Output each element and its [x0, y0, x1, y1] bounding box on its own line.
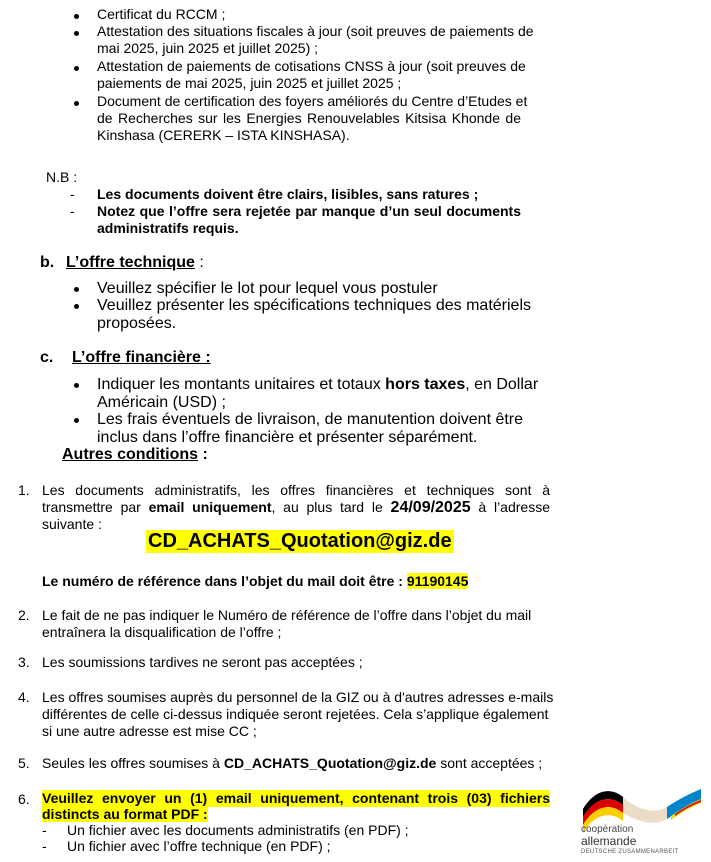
section-letter: b.	[40, 254, 55, 271]
text-highlight: distincts au format PDF :	[42, 806, 208, 822]
reference-instruction	[42, 573, 468, 590]
condition-text: entraînera la disqualification de l’offre ;	[42, 624, 282, 640]
text: Seules les offres soumises à	[42, 755, 224, 771]
text: , au plus tard le	[271, 499, 391, 515]
text: Indiquer les montants unitaires et totaux	[97, 376, 386, 393]
section-title	[62, 446, 208, 464]
list-item: Un fichier avec les documents administratifs (en PDF) ;	[67, 822, 409, 838]
nb-label: N.B :	[46, 169, 78, 185]
list-item: Les frais éventuels de livraison, de manutention doivent être	[97, 411, 524, 428]
list-item: de Recherches sur les Energies Renouvelables Kitsisa Khonde de	[97, 110, 521, 126]
list-item	[97, 376, 538, 394]
dash: -	[70, 203, 75, 219]
text: transmettre par	[42, 499, 149, 515]
list-item: Kinshasa (CERERK – ISTA KINSHASA).	[97, 127, 350, 143]
section-title	[66, 254, 204, 272]
condition-number: 6.	[18, 791, 30, 807]
list-item: Attestation de paiements de cotisations CNSS à jour (soit preuves de	[97, 58, 526, 74]
condition-number: 3.	[18, 654, 30, 670]
bullet-icon	[74, 66, 79, 71]
list-item: mai 2025, juin 2025 et juillet 2025) ;	[97, 40, 319, 56]
bullet-icon	[74, 304, 79, 309]
text: à l’adresse	[470, 499, 550, 515]
condition-text: Les soumissions tardives ne seront pas acceptées ;	[42, 654, 363, 670]
text-bold: email uniquement	[148, 499, 272, 515]
condition-text	[42, 806, 208, 823]
bullet-icon	[74, 14, 79, 19]
deadline-date: 24/09/2025	[390, 499, 471, 516]
reference-number: 91190145	[406, 573, 469, 589]
list-item: Américain (USD) ;	[97, 394, 226, 411]
list-item: inclus dans l’offre financière et présenter séparément.	[97, 429, 478, 446]
section-letter: c.	[40, 349, 54, 366]
section-title-text: L’offre technique	[66, 254, 195, 271]
nb-item: administratifs requis.	[97, 220, 239, 236]
bullet-icon	[74, 31, 79, 36]
logo-line2: allemande	[581, 834, 637, 848]
condition-text: suivante :	[42, 516, 102, 532]
section-title-colon: :	[198, 446, 208, 463]
text-bold: hors taxes	[385, 376, 466, 393]
section-title-colon: :	[194, 254, 204, 271]
condition-text	[42, 755, 542, 772]
dash: -	[42, 838, 47, 854]
section-title: L’offre financière :	[72, 349, 211, 366]
dash: -	[70, 186, 75, 202]
text: Le numéro de référence dans l’objet du mail doit être :	[42, 573, 403, 589]
condition-number: 1.	[18, 482, 30, 498]
bullet-icon	[74, 383, 79, 388]
text-bold: CD_ACHATS_Quotation@giz.de	[223, 755, 437, 771]
dash: -	[42, 822, 47, 838]
bullet-icon	[74, 287, 79, 292]
condition-number: 2.	[18, 607, 30, 623]
list-item: Attestation des situations fiscales à jour (soit preuves de paiements de	[97, 23, 534, 39]
list-item: paiements de mai 2025, juin 2025 et juillet 2025 ;	[97, 75, 402, 91]
condition-number: 5.	[18, 755, 30, 771]
list-item: Certificat du RCCM ;	[97, 6, 226, 22]
list-item: Veuillez spécifier le lot pour lequel vous postuler	[97, 280, 438, 297]
condition-text: différentes de celle ci-dessus indiquée seront rejetées. Cela s’applique également	[42, 706, 549, 722]
bullet-icon	[74, 101, 79, 106]
section-title-text: Autres conditions	[62, 446, 199, 463]
list-item: Un fichier avec l’offre technique (en PDF) ;	[67, 838, 331, 854]
condition-text: Les documents administratifs, les offres financières et techniques sont à	[42, 482, 550, 498]
bullet-icon	[74, 418, 79, 423]
nb-item: Notez que l’offre sera rejetée par manque d’un seul documents	[97, 203, 521, 219]
condition-text: Les offres soumises auprès du personnel de la GIZ ou à d'autres adresses e-mails	[42, 689, 554, 705]
logo-line3: DEUTSCHE ZUSAMMENARBEIT	[581, 849, 679, 855]
list-item: Veuillez présenter les spécifications techniques des matériels	[97, 297, 532, 314]
condition-text: Veuillez envoyer un (1) email uniquement, contenant trois (03) fichiers	[42, 790, 550, 806]
nb-item: Les documents doivent être clairs, lisibles, sans ratures ;	[97, 186, 479, 202]
text: , en Dollar	[465, 376, 539, 393]
condition-number: 4.	[18, 689, 30, 705]
condition-text	[42, 499, 550, 516]
cooperation-allemande-logo	[567, 779, 711, 859]
list-item: proposées.	[97, 315, 177, 332]
text: sont acceptées ;	[436, 755, 543, 771]
list-item: Document de certification des foyers améliorés du Centre d’Etudes et	[97, 93, 528, 109]
condition-text: Le fait de ne pas indiquer le Numéro de référence de l’offre dans l’objet du mail	[42, 607, 532, 623]
email-address: CD_ACHATS_Quotation@giz.de	[148, 530, 452, 552]
logo-line1: coopération	[581, 824, 634, 835]
condition-text: si une autre adresse est mise CC ;	[42, 723, 257, 739]
